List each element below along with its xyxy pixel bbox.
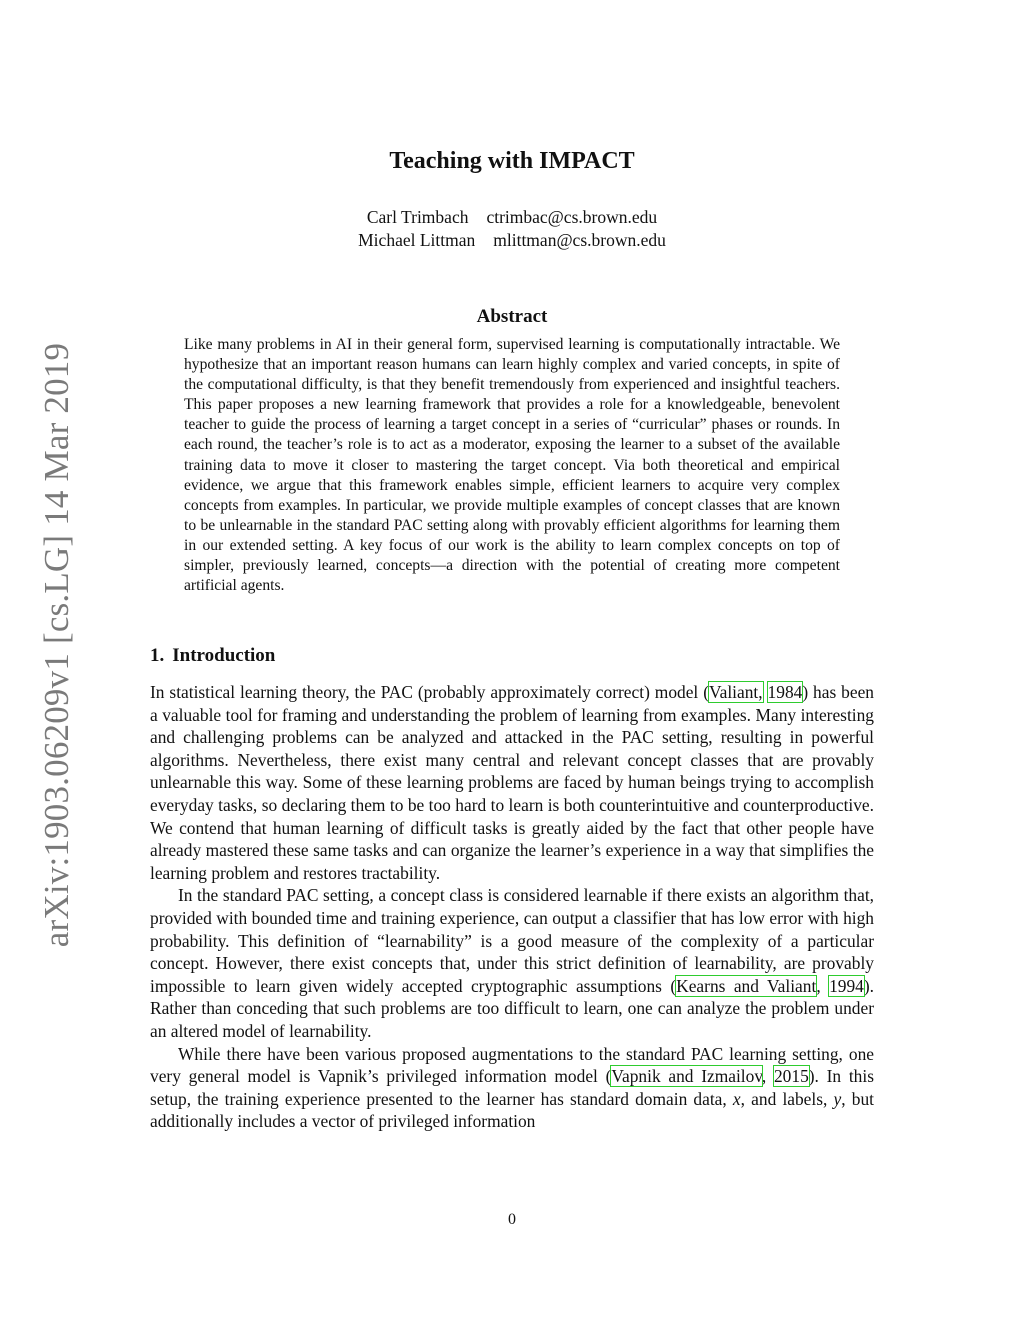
introduction-body [150,681,874,1133]
section-heading [150,645,275,667]
citation-link[interactable]: Vapnik and Izmailov [611,1066,762,1087]
arxiv-identifier-stamp: arXiv:1903.06209v1 [cs.LG] 14 Mar 2019 [37,342,76,948]
citation-link[interactable]: Kearns and Valiant [676,975,817,996]
paragraph: While there have been various proposed augmentations to the standard PAC learning setting, one very general model is Vapnik’s privileged information model (Vapnik and Izmailov, 2015). In this setup, the training experience presented to the learner has standard domain data, x, and labels, y, but additionally includes a vector of privileged information [150,1043,874,1132]
author-row [0,206,1024,229]
abstract-heading: Abstract [476,306,548,327]
author-row [0,229,1024,252]
section-title: Introduction [172,645,276,666]
page-number: 0 [508,1211,516,1228]
math-variable: x [732,1088,741,1109]
citation-year-link[interactable]: 1994 [829,975,864,996]
paper-title: Teaching with IMPACT [389,148,635,174]
paragraph: In statistical learning theory, the PAC (probably approximately correct) model (Valiant, 1984) has been a valuable tool for framing and understanding the problem of learning from examples. Many interesting and challenging problems can be analyzed and attacked in the PAC setting, resulting in powerful algorithms. Nevertheless, there exist many central and relevant concept classes that are provably unlearnable this way. Some of these learning problems are faced by human beings trying to accomplish everyday tasks, so declaring them to be too hard to learn is both counterintuitive and counterproductive. We contend that human learning of difficult tasks is greatly aided by the fact that other people have already mastered these same tasks and can organize the learner’s experience in a way that simplifies the learning problem and restores tractability. [150,682,874,883]
math-variable: y [833,1088,842,1109]
section-number: 1. [150,645,165,666]
paragraph: In the standard PAC setting, a concept class is considered learnable if there exists an algorithm that, provided with bounded time and training experience, can output a classifier that has low error with high probability. This definition of “learnability” is a good measure of the complexity of a particular concept. However, there exist concepts that, under this strict definition of learnability, are provably impossible to learn given widely accepted cryptographic assumptions (Kearns and Valiant, 1994). Rather than conceding that such problems are too difficult to learn, one can analyze the problem under an altered model of learnability. [150,885,875,1041]
author-name: Carl Trimbach [366,207,469,227]
author-name: Michael Littman [358,230,476,250]
citation-link[interactable]: Valiant, [709,682,763,702]
author-block [0,206,1024,252]
author-email: ctrimbac@cs.brown.edu [486,207,658,227]
abstract-text: Like many problems in AI in their general form, supervised learning is computationally intractable. We hypothesize that an important reason humans can learn highly complex and varied concepts, in spite of the computational difficulty, is that they benefit tremendously from experienced and insightful teachers. This paper proposes a new learning framework that provides a role for a knowledgeable, benevolent teacher to guide the process of learning a target concept in a series of “curricular” phases or rounds. In each round, the teacher’s role is to act as a moderator, exposing the learner to a subset of the available training data to move it closer to mastering the target concept. Via both theoretical and empirical evidence, we argue that this framework enables simple, efficient learners to acquire very complex concepts from examples. In particular, we provide multiple examples of concept classes that are known to be unlearnable in the standard PAC setting along with provably efficient algorithms for learning them in our extended setting. A key focus of our work is the ability to learn complex concepts on top of simpler, previously learned, concepts—a direction with the potential of creating more competent artificial agents. [184,336,840,595]
citation-year-link[interactable]: 2015 [773,1066,809,1087]
citation-year-link[interactable]: 1984 [767,682,803,702]
author-email: mlittman@cs.brown.edu [493,230,666,250]
